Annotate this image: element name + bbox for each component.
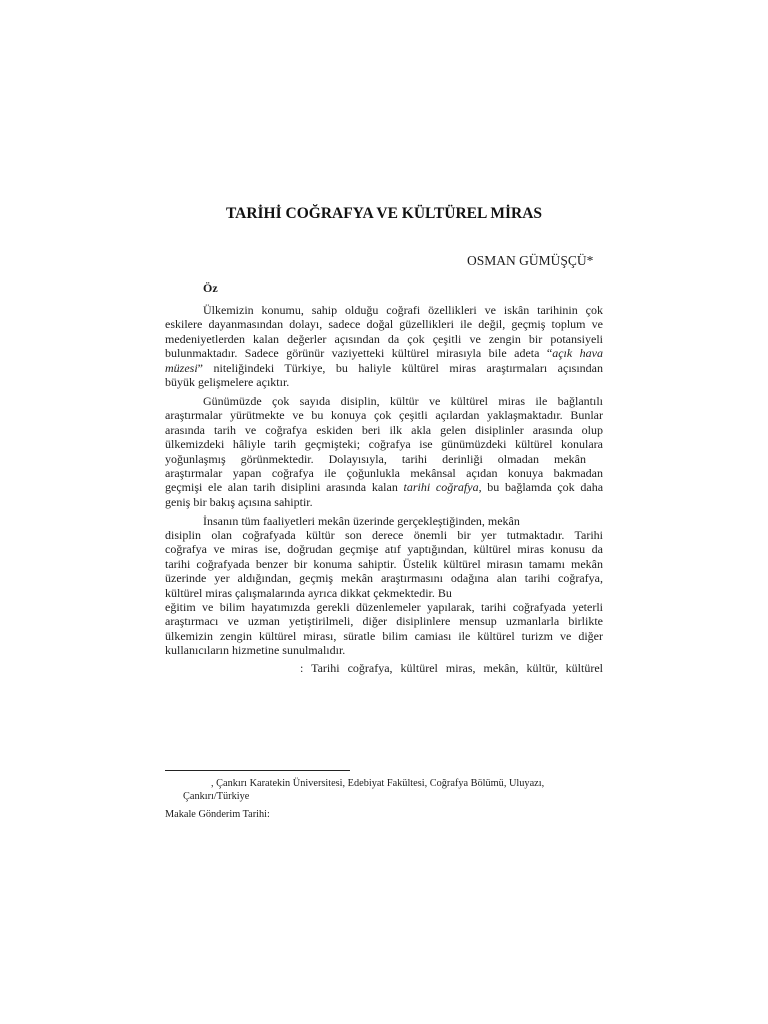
text-line: arasında tarih ve coğrafya eskiden beri ilk akla gelen disiplinler arasında olup bbox=[165, 422, 603, 437]
footnote-rule bbox=[165, 770, 350, 771]
text-line: araştırmacı ve uzman yetiştirilmeli, diğer disiplinlere mensup uzmanlarla birlikte bbox=[165, 614, 603, 629]
author-name: OSMAN GÜMÜŞÇÜ* bbox=[467, 253, 594, 268]
italic-phrase: müzesi bbox=[165, 360, 198, 375]
text-line bbox=[165, 480, 603, 494]
text-line: yoğunlaşmış görünmektedir. Dolayısıyla, tarihi derinliği olmadan mekân bbox=[165, 451, 586, 466]
abstract-body bbox=[165, 303, 603, 658]
text-line: ülkemizin zengin kültürel mirası, süratle bilim camiası ile kültürel turizm ve diğer bbox=[165, 628, 603, 643]
abstract-heading: Öz bbox=[203, 281, 218, 295]
line-text: bulunmaktadır. Sadece görünür vaziyetteki kültürel mirasıyla bile adeta “ bbox=[165, 346, 553, 361]
text-line: geniş bir bakış açısına sahiptir. bbox=[165, 494, 313, 509]
abstract-paragraph-2 bbox=[165, 394, 603, 509]
text-line: disiplin olan coğrafyada kültür son derece önemli bir yer tutmaktadır. Tarihi bbox=[165, 528, 603, 543]
text-line: ülkemizdeki hâliyle tarih geçmişteki; coğrafya ise günümüzdeki kültürel konulara bbox=[165, 437, 603, 452]
text-line: medeniyetlerden kalan değerler açısından da çok çeşitli ve zengin bir potansiyeli bbox=[165, 331, 603, 346]
italic-phrase: açık hava bbox=[552, 346, 604, 361]
text-line bbox=[165, 346, 603, 360]
italic-phrase: tarihi coğrafya bbox=[403, 480, 479, 495]
footnote-location: Çankırı/Türkiye bbox=[183, 791, 250, 802]
text-line: araştırmalar yürütmekte ve bu konuya çok çeşitli açılardan yaklaşmaktadır. Bunlar bbox=[165, 408, 603, 423]
text-line: Günümüzde çok sayıda disiplin, kültür ve kültürel miras ile bağlantılı bbox=[203, 393, 603, 408]
text-line bbox=[165, 361, 603, 375]
text-line: büyük gelişmelere açıktır. bbox=[165, 374, 290, 389]
keywords-line: : Tarihi coğrafya, kültürel miras, mekân, kültür, kültürel bbox=[300, 661, 603, 675]
text-line: eğitim ve bilim hayatımızda gerekli düzenlemeler yapılarak, tarihi coğrafyada yeterli bbox=[165, 600, 603, 614]
abstract-paragraph-3 bbox=[165, 514, 603, 658]
text-line: coğrafya ve miras ise, doğrudan geçmişe atıf yaptığından, kültürel miras konusu da bbox=[165, 542, 603, 557]
line-text: ” niteliğindeki Türkiye, bu haliyle kültürel miras araştırmaları açısından bbox=[197, 360, 603, 375]
footnote-affiliation: , Çankırı Karatekin Üniversitesi, Edebiyat Fakültesi, Coğrafya Bölümü, Uluyazı, bbox=[211, 778, 545, 789]
text-line: kullanıcıların hizmetine sunulmalıdır. bbox=[165, 643, 346, 658]
text-line: Ülkemizin konumu, sahip olduğu coğrafi özellikleri ve iskân tarihinin çok bbox=[203, 303, 603, 317]
text-line: kültürel miras çalışmalarında ayrıca dikkat çekmektedir. Bu bbox=[165, 585, 452, 600]
text-line: eskilere dayanmasından dolayı, sadece doğal güzellikleri ile değil, geçmiş toplum ve bbox=[165, 317, 603, 332]
abstract-paragraph-1 bbox=[165, 303, 603, 389]
text-line: İnsanın tüm faaliyetleri mekân üzerinde gerçekleştiğinden, mekân bbox=[203, 513, 520, 528]
article-title: TARİHİ COĞRAFYA VE KÜLTÜREL MİRAS bbox=[225, 205, 543, 222]
text-line: üzerinde yer aldığından, geçmiş mekân araştırmasını odağına alan tarihi coğrafya, bbox=[165, 571, 603, 586]
text-line: tarihi coğrafyada benzer bir konuma sahiptir. Üstelik kültürel mirasın tamamı mekân bbox=[165, 556, 603, 571]
submission-date-label: Makale Gönderim Tarihi: bbox=[165, 809, 270, 820]
text-line: araştırmalar yapan coğrafya ile çoğunlukla mekânsal açıdan konuya bakmadan bbox=[165, 465, 603, 480]
line-text: geçmişi ele alan tarih disiplini arasında kalan bbox=[165, 480, 398, 495]
line-text: , bu bağlamda çok daha bbox=[478, 480, 604, 495]
